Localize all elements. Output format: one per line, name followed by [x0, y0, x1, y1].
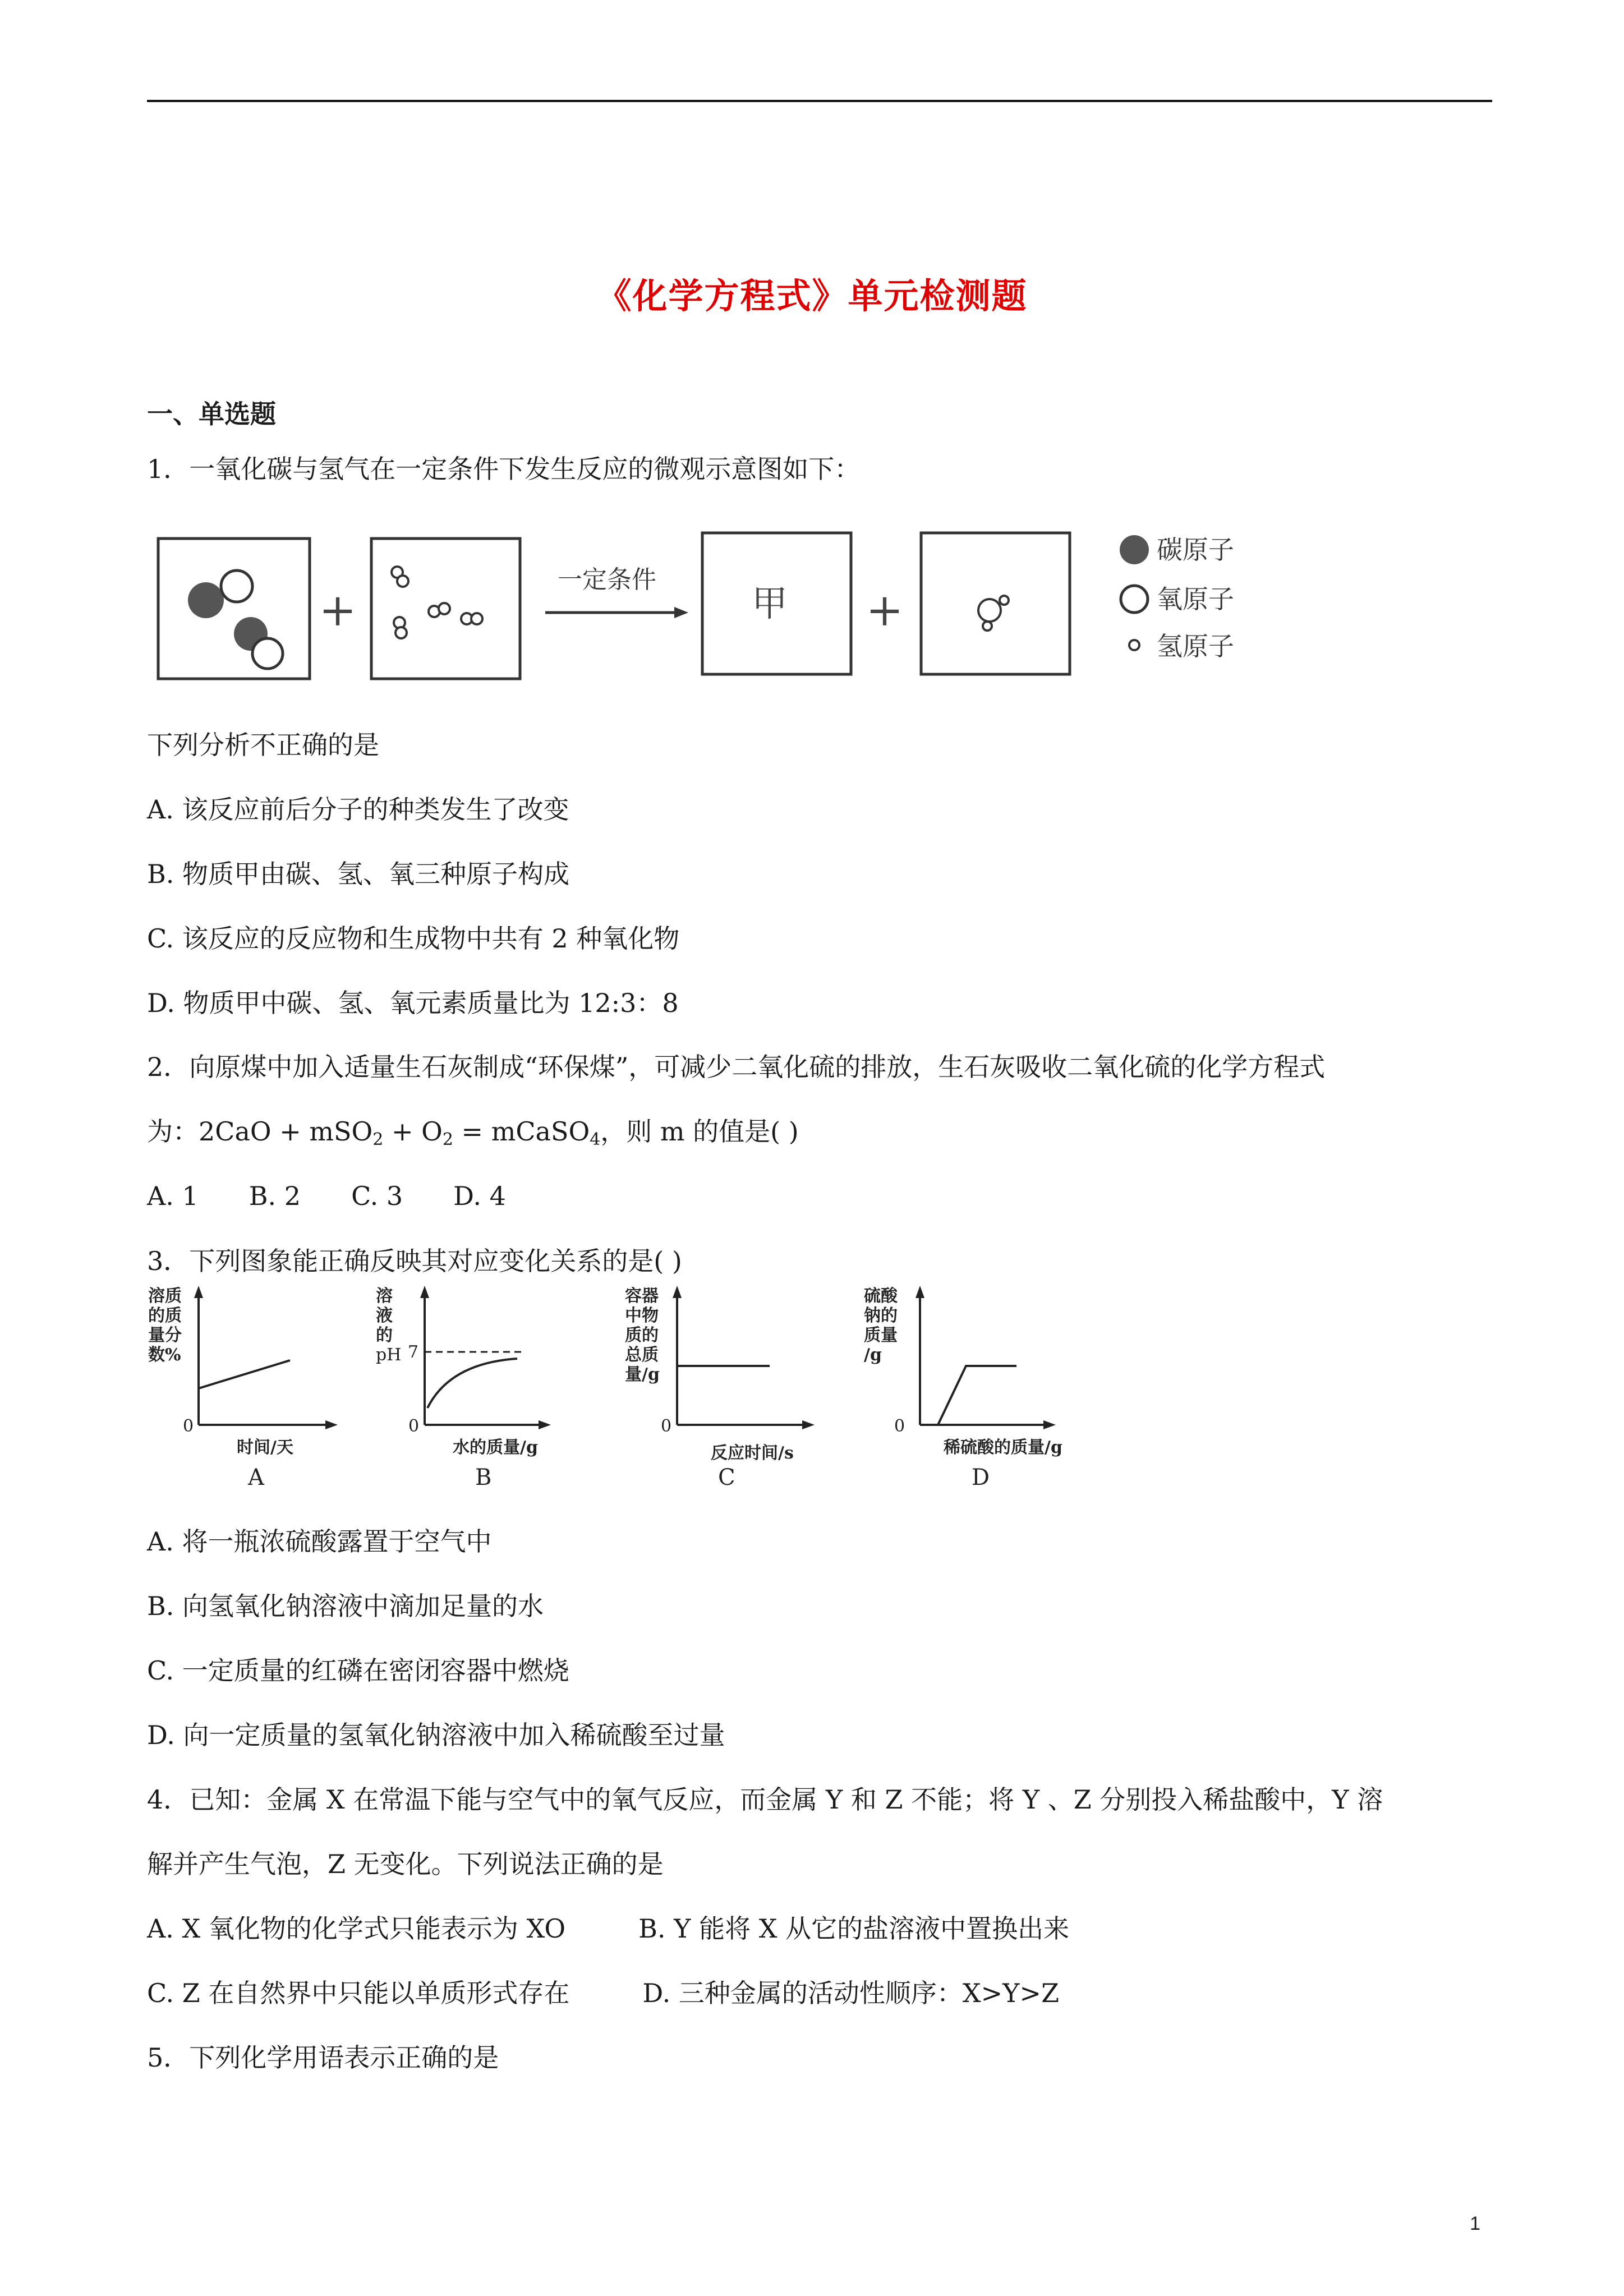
svg-text:0: 0	[661, 1416, 672, 1436]
q3-option-c: C. 一定质量的红磷在密闭容器中燃烧	[147, 1655, 569, 1686]
q2-option-d: D. 4	[453, 1181, 506, 1211]
graph-d	[864, 1286, 1062, 1490]
svg-text:稀硫酸的质量/g: 稀硫酸的质量/g	[944, 1438, 1062, 1457]
q1-option-d: D. 物质甲中碳、氢、氧元素质量比为 12:3：8	[147, 988, 679, 1018]
legend-hydrogen: 氢原子	[1157, 631, 1234, 661]
graph-a	[148, 1286, 338, 1490]
q4-option-b: B. Y 能将 X 从它的盐溶液中置换出来	[638, 1913, 1070, 1944]
svg-text:质量: 质量	[864, 1326, 898, 1345]
hydrogen-legend-icon	[1129, 640, 1139, 650]
q2-option-c: C. 3	[351, 1181, 403, 1211]
q1-prompt: 下列分析不正确的是	[147, 730, 379, 760]
svg-text:+: +	[866, 584, 904, 636]
q4-option-a: A. X 氧化物的化学式只能表示为 XO	[147, 1913, 566, 1944]
svg-text:硫酸: 硫酸	[864, 1286, 898, 1306]
q2-option-b: B. 2	[249, 1181, 301, 1211]
svg-text:时间/天: 时间/天	[237, 1438, 293, 1457]
svg-text:0: 0	[894, 1416, 905, 1436]
q3-option-b: B. 向氢氧化钠溶液中滴加足量的水	[147, 1591, 544, 1621]
carbon-legend-icon	[1120, 535, 1149, 564]
q3-option-d: D. 向一定质量的氢氧化钠溶液中加入稀硫酸至过量	[147, 1720, 725, 1750]
q2-stem-line2: 为：$2CaO + mSO_2 + O_2$ = mCaSO$_4$，则 m 的值是( )	[147, 1116, 799, 1149]
graph-a-line	[199, 1360, 290, 1388]
q3-graphs	[147, 1285, 1157, 1509]
svg-text:/g: /g	[864, 1345, 882, 1365]
q1-option-c: C. 该反应的反应物和生成物中共有 2 种氧化物	[147, 923, 680, 954]
oxygen-atom	[221, 570, 252, 602]
svg-text:的: 的	[376, 1326, 393, 1345]
plus-sign: +	[319, 584, 357, 636]
q1-option-b: B. 物质甲由碳、氢、氧三种原子构成	[147, 859, 570, 889]
oxygen-legend-icon	[1121, 586, 1148, 613]
svg-text:容器: 容器	[625, 1286, 659, 1306]
page-title: 《化学方程式》单元检测题	[596, 275, 1028, 316]
svg-text:量/g: 量/g	[625, 1365, 660, 1384]
svg-text:总质: 总质	[625, 1345, 659, 1365]
q5-stem: 5．下列化学用语表示正确的是	[147, 2042, 499, 2073]
svg-text:液: 液	[376, 1306, 393, 1326]
svg-text:质的: 质的	[625, 1326, 659, 1345]
q1-stem: 1．一氧化碳与氢气在一定条件下发生反应的微观示意图如下：	[147, 454, 861, 484]
condition-label: 一定条件	[558, 565, 656, 594]
svg-text:D: D	[972, 1465, 990, 1490]
q1-option-a: A. 该反应前后分子的种类发生了改变	[147, 794, 569, 825]
section-heading: 一、单选题	[147, 399, 276, 429]
svg-text:C: C	[718, 1465, 735, 1490]
svg-text:溶: 溶	[376, 1286, 393, 1306]
q4-options-row1	[147, 1912, 1069, 1945]
q4-option-c: C. Z 在自然界中只能以单质形式存在	[147, 1978, 570, 2008]
q2-stem-line1: 2．向原煤中加入适量生石灰制成“环保煤”，可减少二氧化硫的排放，生石灰吸收二氧化硫的化学方程式	[147, 1052, 1326, 1082]
q4-stem-line2: 解并产生气泡，Z 无变化。下列说法正确的是	[147, 1849, 664, 1879]
q2-option-a: A. 1	[147, 1181, 199, 1211]
svg-text:中物: 中物	[625, 1306, 659, 1326]
svg-text:B: B	[475, 1465, 492, 1490]
svg-text:的质: 的质	[148, 1306, 182, 1326]
q4-options-row2	[147, 1976, 1059, 2010]
legend-oxygen: 氧原子	[1157, 584, 1234, 614]
page-number: 1	[1470, 2213, 1480, 2234]
carbon-atom	[188, 582, 224, 618]
legend-carbon: 碳原子	[1157, 535, 1234, 565]
svg-text:7: 7	[408, 1342, 419, 1362]
oxygen-atom	[252, 638, 283, 669]
svg-text:反应时间/s: 反应时间/s	[711, 1443, 794, 1463]
svg-text:水的质量/g: 水的质量/g	[453, 1438, 538, 1457]
svg-text:pH: pH	[376, 1345, 402, 1365]
svg-text:A: A	[248, 1465, 264, 1490]
svg-text:0: 0	[183, 1416, 194, 1436]
graph-b	[376, 1286, 551, 1490]
q4-option-d: D. 三种金属的活动性顺序：X>Y>Z	[642, 1978, 1060, 2008]
svg-text:量分: 量分	[148, 1326, 182, 1345]
product-label: 甲	[752, 583, 788, 625]
q3-option-a: A. 将一瓶浓硫酸露置于空气中	[147, 1526, 492, 1557]
q4-stem-line1: 4．已知：金属 X 在常温下能与空气中的氧气反应，而金属 Y 和 Z 不能；将 Y 、Z 分别投入稀盐酸中，Y 溶	[147, 1784, 1383, 1815]
q2-options	[147, 1179, 506, 1213]
graph-c	[625, 1286, 815, 1490]
q1-molecule-diagram	[153, 527, 1275, 690]
graph-b-curve	[427, 1359, 517, 1408]
svg-text:钠的: 钠的	[864, 1306, 898, 1326]
reactant-box-co	[158, 539, 310, 679]
header-rule	[147, 100, 1492, 102]
svg-text:溶质: 溶质	[148, 1286, 182, 1306]
svg-text:数%: 数%	[148, 1345, 181, 1365]
svg-text:0: 0	[408, 1416, 420, 1436]
graph-d-line	[938, 1366, 1016, 1425]
q3-stem: 3．下列图象能正确反映其对应变化关系的是( )	[147, 1246, 682, 1276]
